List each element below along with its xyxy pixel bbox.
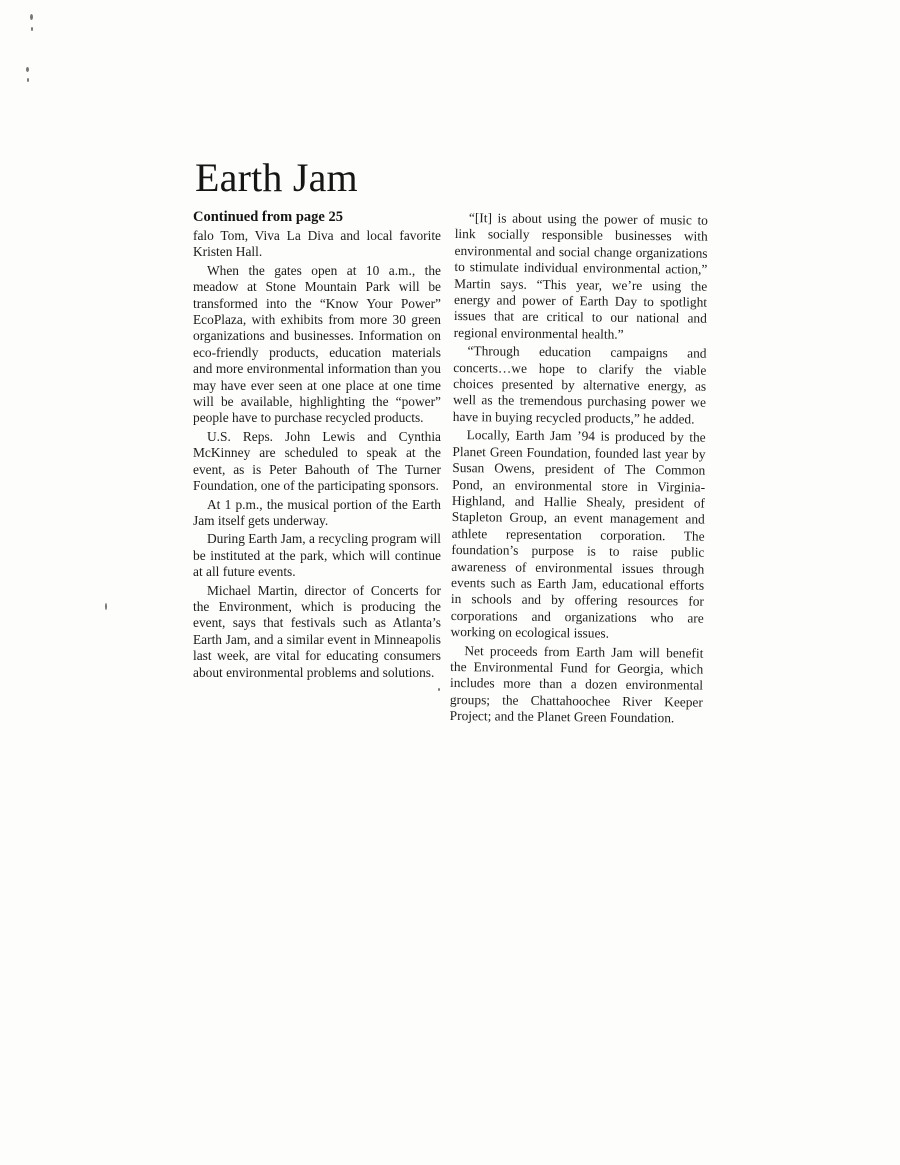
continued-from-label: Continued from page 25 [193, 209, 343, 225]
article-column-left [193, 208, 441, 683]
scan-speck [31, 27, 33, 31]
article-paragraph: “[It] is about using the power of music to link socially responsible businesses with environmental and social change organizations to stimulate individual environmental action,” Martin says. “This year, we’re using the energy and power of Earth Day to spotlight issues that are critical to our national and regional environmental health.” [453, 210, 708, 342]
article-column-right [450, 210, 708, 729]
article-paragraph: Locally, Earth Jam ’94 is produced by the Planet Green Foundation, founded last year by Susan Owens, president of The Common Pond, an environmental store in Virginia-Highland, and Hallie Shealy, president of Stapleton Group, an event management and athlete representation corporation. The foundation’s purpose is to raise public awareness of environmental issues through events such as Earth Jam, educational efforts in schools and by offering resources for corporations and organizations who are working on ecological issues. [450, 427, 706, 641]
scan-speck [27, 78, 29, 82]
article-paragraph: Michael Martin, director of Concerts for the Environment, which is producing the event, says that festivals such as Atlanta’s Earth Jam, and a similar event in Minneapolis last week, are vital for educating consumers about environmental problems and solutions. [193, 582, 441, 680]
article-paragraph: At 1 p.m., the musical portion of the Earth Jam itself gets underway. [193, 496, 441, 528]
article-headline: Earth Jam [195, 155, 358, 200]
article-paragraph: Net proceeds from Earth Jam will benefit the Environmental Fund for Georgia, which includes more than a dozen environmental groups; the Chattahoochee River Keeper Project; and the Planet Green Foundation. [449, 642, 704, 726]
article-paragraph: falo Tom, Viva La Diva and local favorite Kristen Hall. [193, 228, 441, 260]
scan-speck [30, 14, 33, 20]
article-paragraph: “Through education campaigns and concerts…we hope to clarify the viable choices presented by alternative energy, as well as the tremendous purchasing power we have in buying recycled products,” he added. [452, 343, 707, 427]
article-paragraph: When the gates open at 10 a.m., the meadow at Stone Mountain Park will be transformed into the “Know Your Power” EcoPlaza, with exhibits from more 30 green organizations and businesses. Information on eco-friendly products, education materials and more environmental information than you may have ever seen at one place at one time will be available, highlighting the “power” people have to purchase recycled products. [193, 262, 441, 426]
scan-speck [105, 603, 107, 610]
article-paragraph: U.S. Reps. John Lewis and Cynthia McKinney are scheduled to speak at the event, as is Peter Bahouth of The Turner Foundation, one of the participating sponsors. [193, 428, 441, 494]
scan-speck [26, 67, 29, 72]
article-paragraph: During Earth Jam, a recycling program will be instituted at the park, which will continue at all future events. [193, 531, 441, 580]
scan-speck [438, 688, 440, 691]
